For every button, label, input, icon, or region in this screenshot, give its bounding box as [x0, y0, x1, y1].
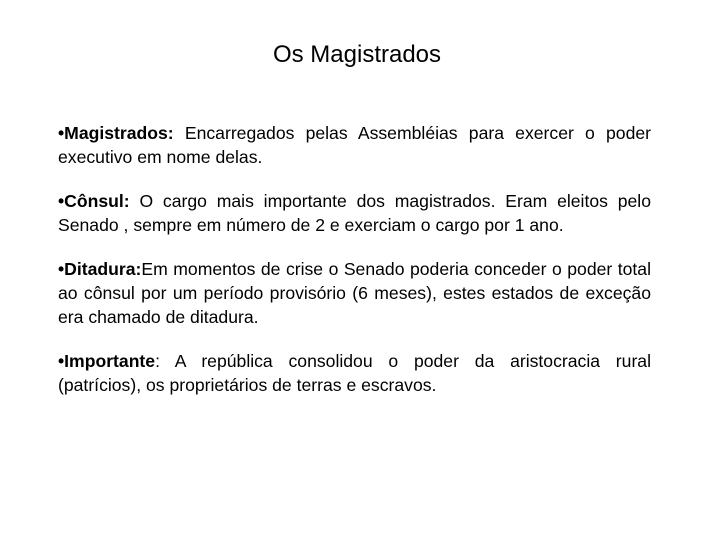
bullet-marker: •: [58, 259, 65, 279]
bullet-marker: •: [58, 191, 65, 211]
bullet-ditadura: [58, 257, 651, 329]
bullet-marker: •: [58, 123, 65, 143]
slide-title: Os Magistrados: [272, 41, 442, 68]
bullet-importante: [58, 349, 651, 397]
bullet-marker: •: [58, 351, 65, 371]
bullet-term: Ditadura:: [64, 259, 142, 279]
bullet-term: Importante: [64, 351, 156, 371]
bullet-magistrados: [58, 121, 651, 169]
bullet-consul: [58, 189, 651, 237]
bullet-text: Em momentos de crise o Senado poderia conceder o poder total ao cônsul por um período provisório (6 meses), estes estados de exceção era chamado de ditadura.: [58, 259, 651, 327]
bullet-text: : A república consolidou o poder da aristocracia rural (patrícios), os proprietários de terras e escravos.: [58, 351, 651, 395]
bullet-text: Encarregados pelas Assembléias para exercer o poder executivo em nome delas.: [58, 123, 651, 167]
bullet-term: Cônsul:: [64, 191, 130, 211]
bullet-term: Magistrados:: [64, 123, 174, 143]
bullet-text: O cargo mais importante dos magistrados. Eram eleitos pelo Senado , sempre em número de 2 e exerciam o cargo por 1 ano.: [58, 191, 651, 235]
slide-content: [58, 121, 651, 417]
